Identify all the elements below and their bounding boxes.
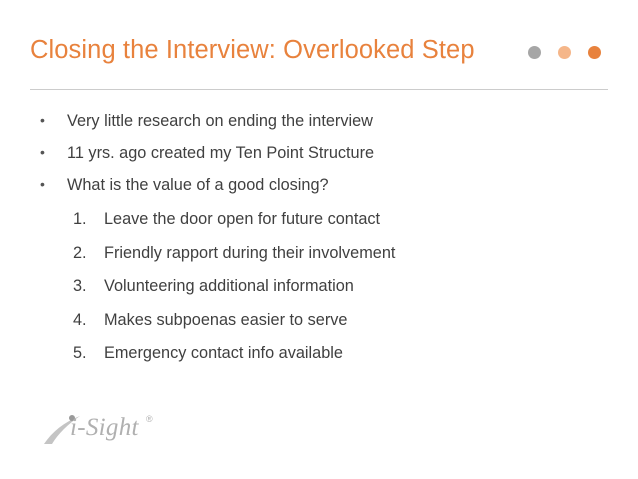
slide-title: Closing the Interview: Overlooked Step bbox=[30, 36, 475, 64]
gray-dot-icon bbox=[528, 46, 541, 59]
bullet-text: Very little research on ending the interview bbox=[67, 112, 373, 130]
bullet-marker: • bbox=[40, 176, 45, 192]
registered-mark: ® bbox=[146, 414, 153, 424]
bullet-text: 11 yrs. ago created my Ten Point Structure bbox=[67, 144, 375, 162]
i-sight-logo bbox=[42, 408, 162, 448]
logo-wordmark: i-Sight bbox=[70, 414, 139, 441]
bullet-marker: • bbox=[40, 112, 45, 128]
numbered-text: Makes subpoenas easier to serve bbox=[104, 310, 348, 329]
decorative-dots bbox=[528, 46, 608, 60]
bullet-text: What is the value of a good closing? bbox=[67, 176, 329, 194]
orange-dot-icon bbox=[588, 46, 601, 59]
bullet-marker: • bbox=[40, 144, 45, 160]
number-marker: 4. bbox=[73, 310, 87, 329]
number-marker: 3. bbox=[73, 277, 87, 295]
number-marker: 5. bbox=[73, 344, 87, 362]
peach-dot-icon bbox=[558, 46, 571, 59]
number-marker: 1. bbox=[73, 210, 87, 228]
title-divider bbox=[30, 89, 608, 90]
numbered-text: Emergency contact info available bbox=[104, 344, 343, 362]
numbered-text: Leave the door open for future contact bbox=[104, 210, 381, 228]
number-marker: 2. bbox=[73, 243, 87, 262]
numbered-text: Friendly rapport during their involvement bbox=[104, 243, 396, 262]
numbered-text: Volunteering additional information bbox=[104, 277, 354, 295]
